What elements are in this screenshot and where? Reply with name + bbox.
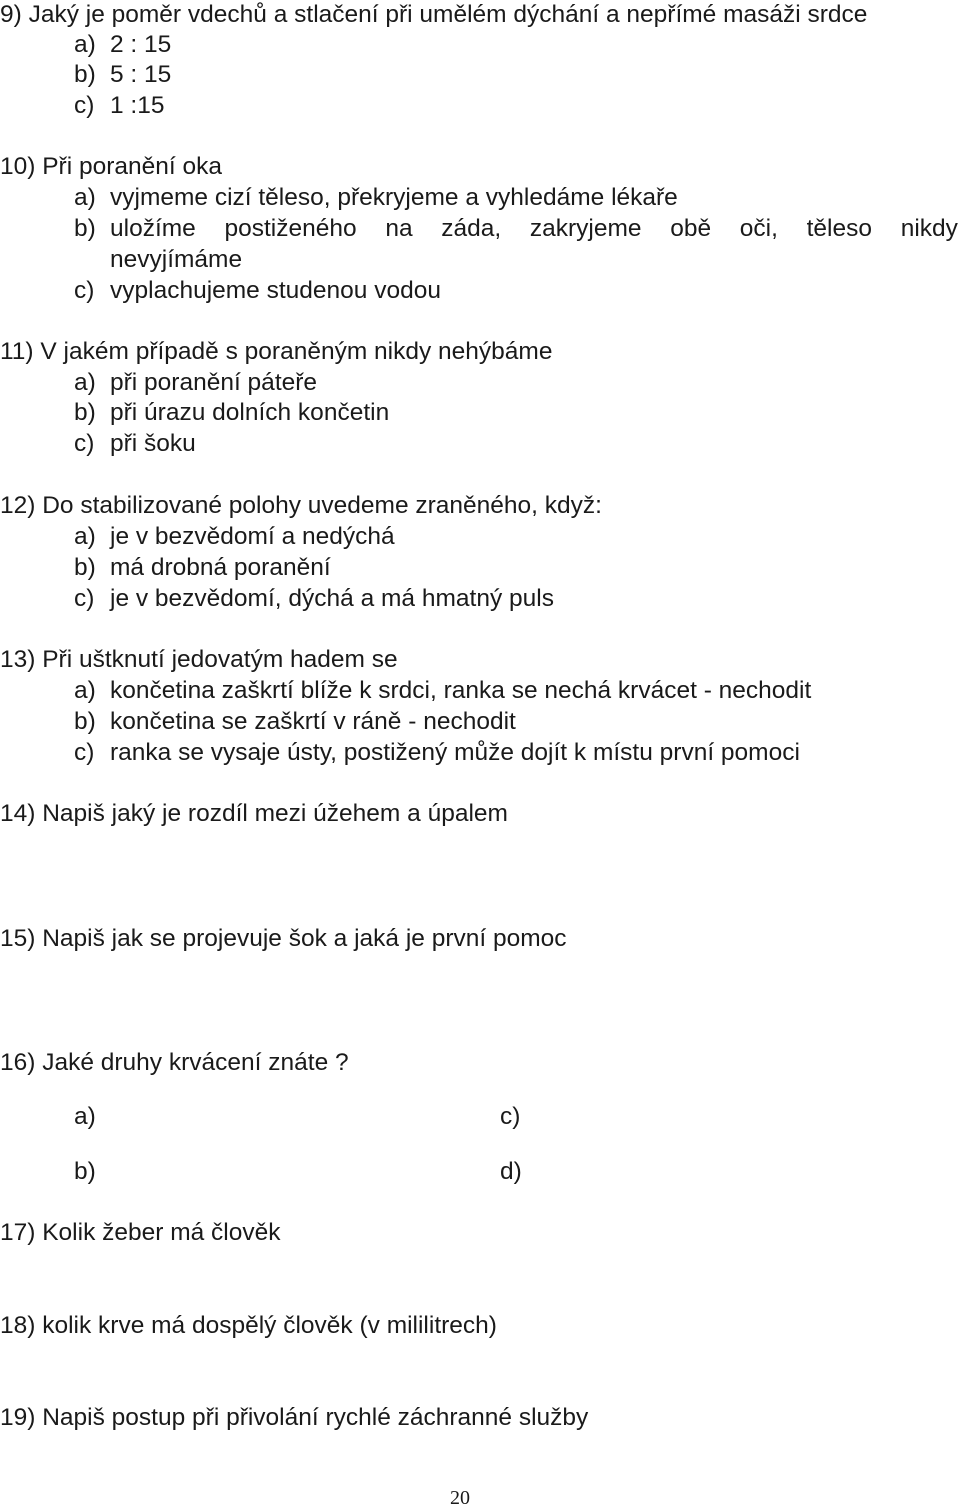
question-10-option-b [74, 214, 958, 244]
option-label: b) [74, 61, 96, 88]
question-12-option-a [74, 522, 395, 552]
answer-blank-c: c) [500, 1103, 521, 1130]
option-label: b) [74, 399, 96, 426]
question-18: 18) kolik krve má dospělý člověk (v mililitrech) [0, 1312, 497, 1339]
option-text: při poranění páteře [110, 369, 318, 396]
answer-blank-d: d) [500, 1158, 522, 1185]
option-label: a) [74, 369, 96, 396]
option-word: nikdy [900, 215, 958, 242]
option-label: c) [74, 585, 95, 612]
option-label: a) [74, 523, 96, 550]
option-label: c) [74, 430, 95, 457]
question-11-option-c [74, 429, 196, 459]
option-text [110, 214, 958, 244]
option-label: c) [74, 277, 95, 304]
option-word: uložíme [110, 215, 196, 242]
option-word: těleso [806, 215, 873, 242]
question-9-option-c [74, 91, 165, 121]
option-label: b) [74, 554, 96, 581]
option-word: zakryjeme [529, 215, 642, 242]
question-12-option-c [74, 584, 554, 614]
option-text: při úrazu dolních končetin [110, 399, 390, 426]
question-15: 15) Napiš jak se projevuje šok a jaká je první pomoc [0, 925, 567, 952]
option-label: b) [74, 708, 96, 735]
question-10-option-a [74, 183, 678, 213]
question-9-option-a [74, 30, 171, 60]
question-16: 16) Jaké druhy krvácení znáte ? [0, 1049, 349, 1076]
question-12-option-b [74, 553, 331, 583]
option-text: při šoku [110, 430, 196, 457]
option-text: je v bezvědomí, dýchá a má hmatný puls [110, 585, 554, 612]
question-10: 10) Při poranění oka [0, 153, 222, 180]
question-14: 14) Napiš jaký je rozdíl mezi úžehem a úpalem [0, 800, 508, 827]
option-word: na [385, 215, 413, 242]
question-12: 12) Do stabilizované polohy uvedeme zraněného, když: [0, 492, 602, 519]
question-11-option-b [74, 398, 389, 428]
question-10-option-b-continuation: nevyjímáme [110, 246, 243, 273]
option-text: je v bezvědomí a nedýchá [110, 523, 395, 550]
option-text: 2 : 15 [110, 31, 172, 58]
option-text: ranka se vysaje ústy, postižený může dojít k místu první pomoci [110, 739, 800, 766]
option-text: 5 : 15 [110, 61, 172, 88]
option-label: c) [74, 92, 95, 119]
question-13-option-b [74, 707, 516, 737]
option-label: b) [74, 215, 96, 242]
option-label: c) [74, 739, 95, 766]
question-9-option-b [74, 60, 171, 90]
option-label: a) [74, 677, 96, 704]
option-word: záda, [441, 215, 502, 242]
option-label: a) [74, 184, 96, 211]
option-text: 1 :15 [110, 92, 165, 119]
question-13-option-a [74, 676, 811, 706]
question-10-option-c [74, 276, 441, 306]
page-number: 20 [450, 1487, 470, 1509]
option-label: a) [74, 31, 96, 58]
option-text: končetina zaškrtí blíže k srdci, ranka se nechá krvácet - nechodit [110, 677, 812, 704]
question-17: 17) Kolik žeber má člověk [0, 1219, 281, 1246]
question-19: 19) Napiš postup při přivolání rychlé záchranné služby [0, 1404, 589, 1431]
option-text: vyjmeme cizí těleso, překryjeme a vyhledáme lékaře [110, 184, 678, 211]
option-text: končetina se zaškrtí v ráně - nechodit [110, 708, 516, 735]
question-13-option-c [74, 738, 800, 768]
option-text: vyplachujeme studenou vodou [110, 277, 441, 304]
question-11-option-a [74, 368, 317, 398]
answer-blank-a: a) [74, 1103, 96, 1130]
answer-blank-b: b) [74, 1158, 96, 1185]
option-word: postiženého [224, 215, 357, 242]
question-9: 9) Jaký je poměr vdechů a stlačení při umělém dýchání a nepřímé masáži srdce [0, 1, 868, 28]
question-13: 13) Při uštknutí jedovatým hadem se [0, 646, 398, 673]
question-11: 11) V jakém případě s poraněným nikdy nehýbáme [0, 338, 553, 365]
option-word: oči, [739, 215, 778, 242]
option-text: má drobná poranění [110, 554, 331, 581]
option-word: obě [670, 215, 712, 242]
